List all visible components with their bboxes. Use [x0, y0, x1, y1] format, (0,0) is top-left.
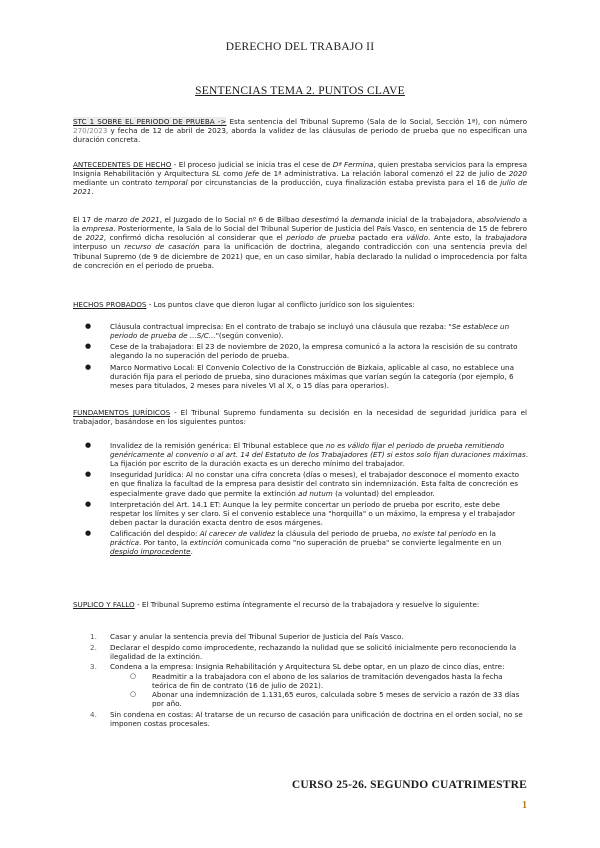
list-item: ● Calificación del despido: Al carecer de validez la cláusula del periodo de prueba, no existe tal periodo en la práctica. Por tanto, la extinción comunicada como "no superación de prueba" se convierte legalmente en un despido improcedente. — [85, 529, 502, 557]
antecedentes-heading: ANTECEDENTES DE HECHO — [73, 160, 172, 169]
list-item: 3. Condena a la empresa: Insignia Rehabilitación y Arquitectura SL debe optar, en un plazo de cinco días, entre: ○ Readmitir a la trabajadora con el abono de los salarios de tramitación devengados hasta la fecha teórica de fin de contrato (16 de julio de 2021). ○ Abonar una indemnización de 1.131,65 euros, calculada sobre 5 meses de servicio a razón de 33 días por año. — [73, 662, 528, 707]
case-intro-paragraph: STC 1 SOBRE EL PERIODO DE PRUEBA -> Esta sentencia del Tribunal Supremo (Sala de lo Social, Sección 1ª), con número 270/2023 y fecha de 12 de abril de 2023, aborda la validez de las cláusulas de periodo de prueba que no especifican una duración concreta. — [73, 117, 527, 145]
document-header: DERECHO DEL TRABAJO II — [225, 41, 375, 53]
fundamentos-intro: FUNDAMENTOS JURÍDICOS - El Tribunal Supremo fundamenta su decisión en la necesidad de seguridad jurídica para el trabajador, basándose en los siguientes puntos: — [73, 408, 527, 427]
fundamentos-heading: FUNDAMENTOS JURÍDICOS — [73, 408, 171, 417]
list-item: ● Interpretación del Art. 14.1 ET: Aunque la ley permite concertar un periodo de prueba por escrito, este debe respetar los límites y ser claro. Si el convenio establece una "horquilla" o un máximo, la empresa y el trabajador deben pactar la duración exacta dentro de esos márgenes. — [85, 499, 516, 527]
suplico-list — [73, 632, 528, 729]
bullet-icon: ● — [85, 470, 92, 479]
hechos-list — [73, 322, 528, 392]
bullet-icon: ● — [85, 441, 92, 449]
case-number: 270/2023 — [73, 126, 108, 136]
bullet-icon: ● — [85, 362, 92, 371]
bullet-icon: ● — [85, 322, 92, 330]
case-lead: STC 1 SOBRE EL PERIODO DE PRUEBA -> — [73, 117, 227, 126]
antecedentes-paragraph-1: ANTECEDENTES DE HECHO - El proceso judicial se inicia tras el cese de Dª Fermina, quien prestaba servicios para la empresa Insignia Rehabilitación y Arquitectura SL como Jefe de 1ª administrativa. La relación laboral comenzó el 22 de julio de 2020 mediante un contrato temporal por circunstancias de la producción, cuya finalización estaba prevista para el 16 de julio de 2021. — [73, 160, 527, 197]
list-item: ● Marco Normativo Local: El Convenio Colectivo de la Construcción de Bizkaia, aplicable al caso, no establece una duración fija para el periodo de prueba, sino duraciones máximas que varían según la categoría (por ejemplo, 6 meses para titulados, 2 meses para niveles VI al X, o 15 días para operarios). — [85, 362, 515, 390]
bullet-icon: ● — [85, 529, 92, 538]
sub-list — [110, 672, 528, 708]
list-item: ● Cese de la trabajadora: El 23 de noviembre de 2020, la empresa comunicó a la actora la rescisión de su contrato alegando la no superación del periodo de prueba. — [85, 342, 518, 361]
list-item: ● Inseguridad Jurídica: Al no constar una cifra concreta (días o meses), el trabajador desconoce el momento exacto en que finaliza la facultad de la empresa para desistir del contrato sin indemnización. Esta falta de concreción es especialmente grave dado que permite la extinción ad nutum (a voluntad) del empleador. — [85, 470, 520, 498]
circle-bullet-icon: ○ — [130, 671, 137, 680]
hechos-intro: HECHOS PROBADOS - Los puntos clave que dieron lugar al conflicto jurídico son los siguientes: — [73, 300, 415, 309]
suplico-intro: SUPLICO Y FALLO - El Tribunal Supremo estima íntegramente el recurso de la trabajadora y resuelve lo siguiente: — [73, 600, 480, 609]
link-despido-improcedente: despido improcedente — [110, 547, 191, 557]
fundamentos-list — [73, 441, 528, 559]
sub-list-item: ○ Abonar una indemnización de 1.131,65 euros, calculada sobre 5 meses de servicio a razón de 33 días por año. — [130, 689, 520, 708]
list-item: 4. Sin condena en costas: Al tratarse de un recurso de casación para unificación de doctrina en el orden social, no se imponen costas procesales. — [90, 709, 523, 728]
page-number: 1 — [522, 800, 527, 811]
page-title: SENTENCIAS TEMA 2. PUNTOS CLAVE — [195, 85, 405, 97]
hechos-heading: HECHOS PROBADOS — [73, 300, 147, 309]
list-item: 1. Casar y anular la sentencia previa del Tribunal Superior de Justicia del País Vasco. — [90, 632, 404, 641]
list-item: 2. Declarar el despido como improcedente, rechazando la nulidad que se solicitó inicialmente pero reconociendo la ilegalidad de la extinción. — [90, 642, 517, 661]
circle-bullet-icon: ○ — [130, 689, 137, 698]
antecedentes-paragraph-2: El 17 de marzo de 2021, el Juzgado de lo Social nº 6 de Bilbao desestimó la demanda inicial de la trabajadora, absolviendo a la empresa. Posteriormente, la Sala de lo Social del Tribunal Superior de Justicia del País Vasco, en sentencia de 15 de febrero de 2022, confirmó dicha resolución al considerar que el periodo de prueba pactado era válido. Ante esto, la trabajadora interpuso un recurso de casación para la unificación de doctrina, alegando contradicción con una sentencia previa del Tribunal Supremo (de 9 de diciembre de 2021) que, en un caso similar, había declarado la nulidad o improcedencia por falta de concreción en el periodo de prueba. — [73, 215, 528, 270]
suplico-heading: SUPLICO Y FALLO — [73, 600, 135, 609]
bullet-icon: ● — [85, 499, 92, 508]
list-item: ● Cláusula contractual imprecisa: En el contrato de trabajo se incluyó una cláusula que rezaba: "Se establece un periodo de prueba de ...S/C..."(según convenio). — [85, 322, 510, 341]
bullet-icon: ● — [85, 342, 92, 351]
footer-course: CURSO 25-26. SEGUNDO CUATRIMESTRE — [291, 779, 527, 791]
sub-list-item: ○ Readmitir a la trabajadora con el abono de los salarios de tramitación devengados hasta la fecha teórica de fin de contrato (16 de julio de 2021). — [130, 671, 503, 690]
list-item: ● Invalidez de la remisión genérica: El Tribunal establece que no es válido fijar el periodo de prueba remitiendo genéricamente al convenio o al art. 14 del Estatuto de los Trabajadores (ET) si estos solo fijan duraciones máximas. La fijación por escrito de la duración exacta es un derecho mínimo del trabajador. — [85, 441, 528, 469]
